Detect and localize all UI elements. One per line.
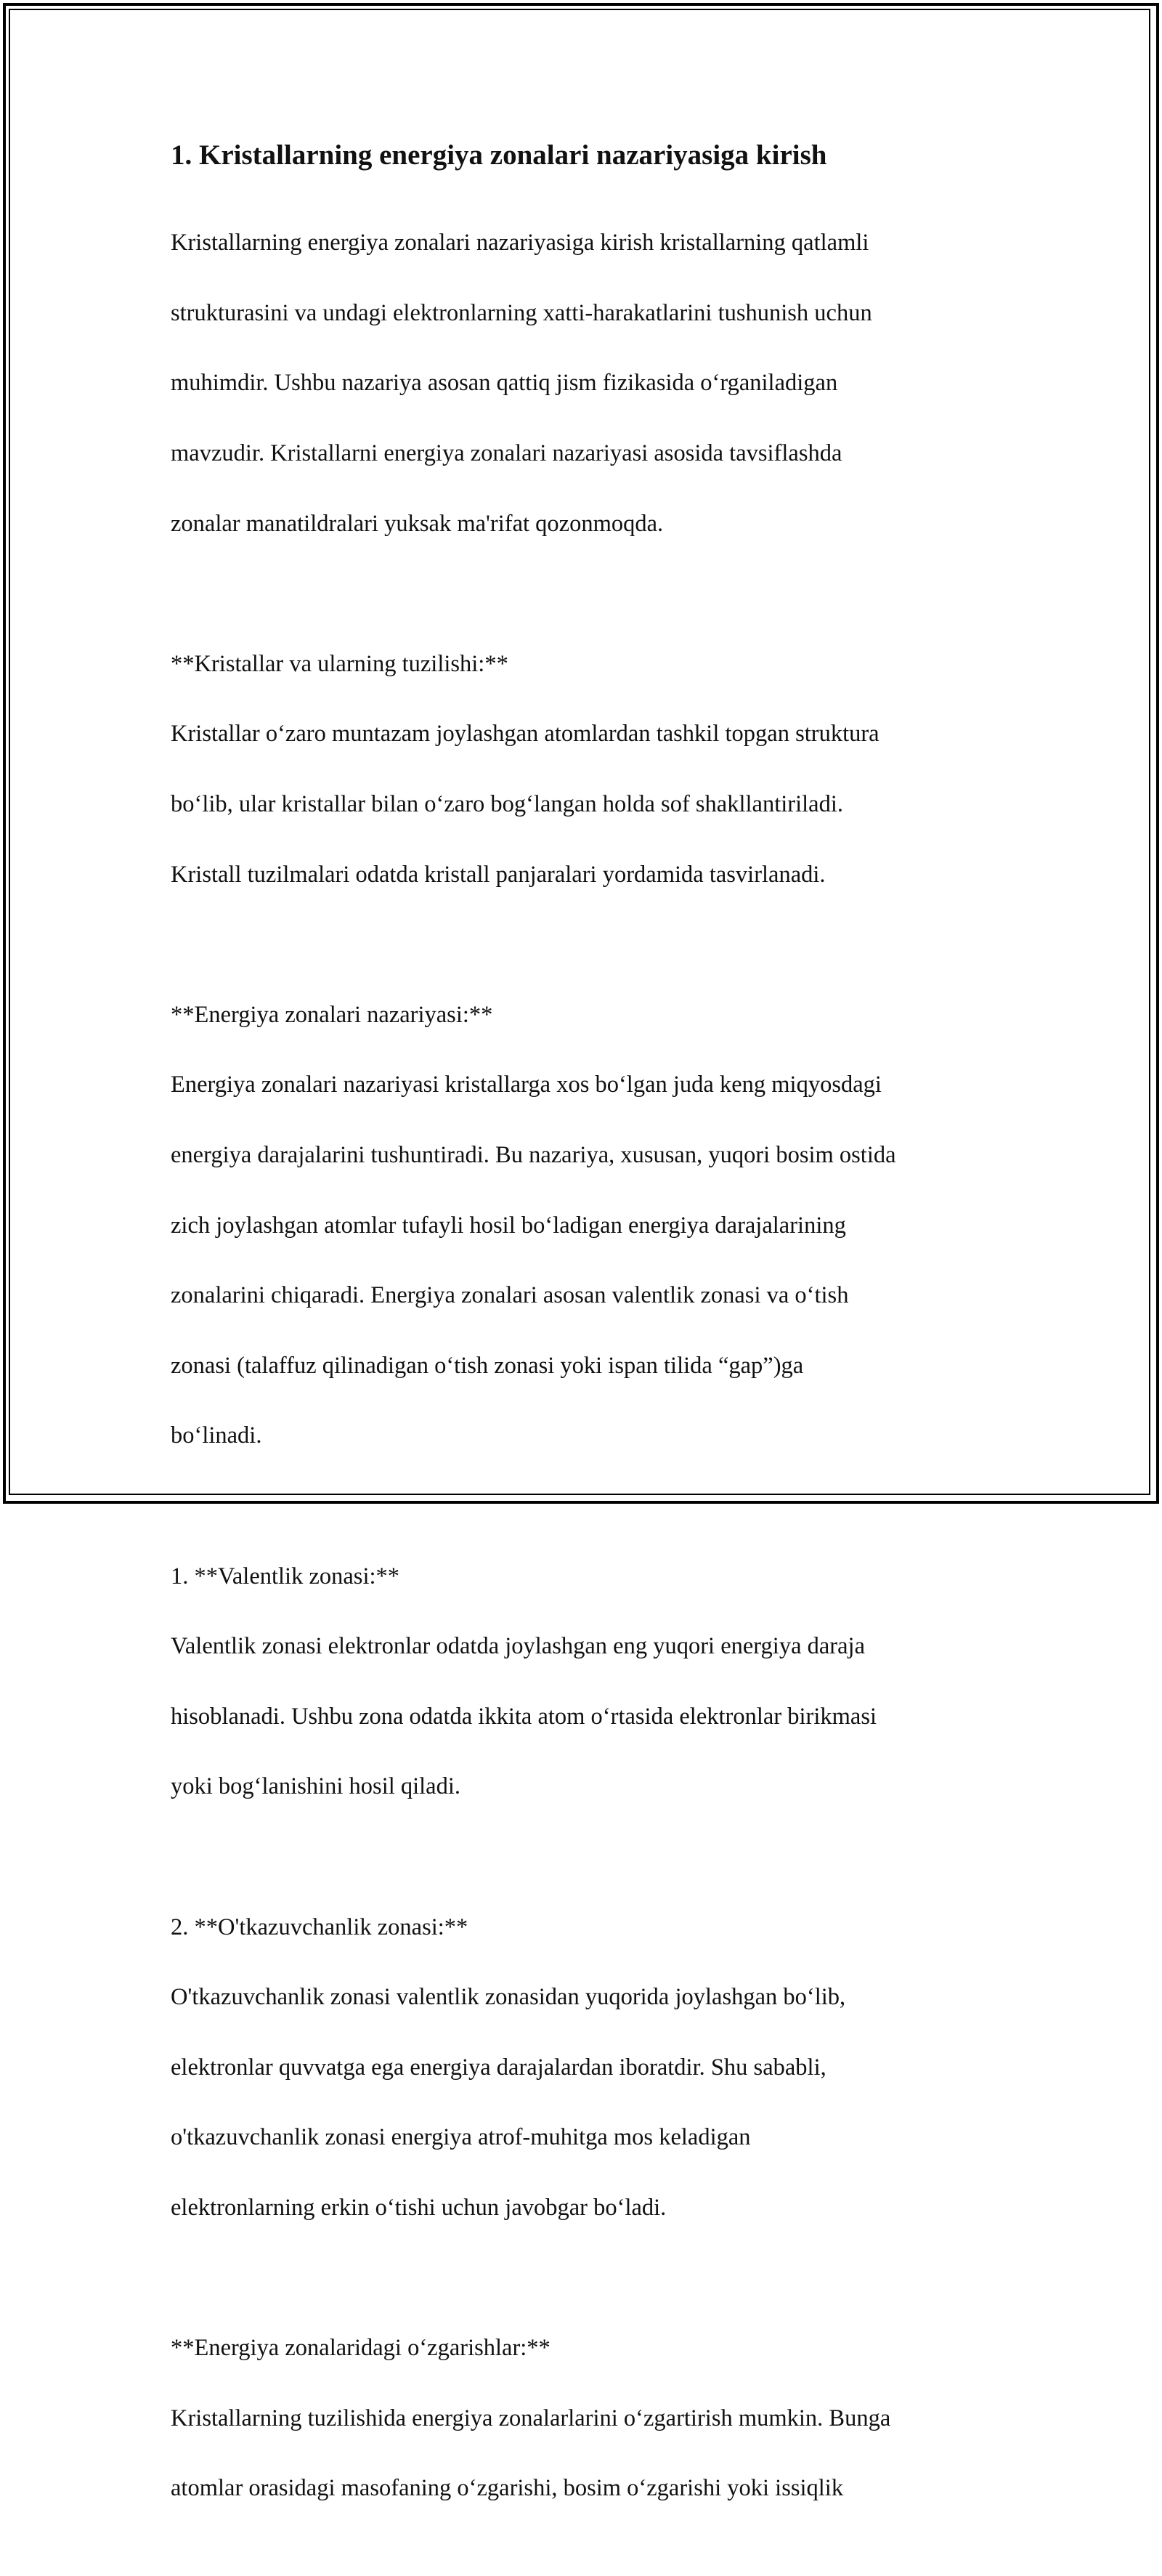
text-line: zonasi (talaffuz qilinadigan oʻtish zonasi yoki ispan tilida “gap”)ga bbox=[171, 1352, 804, 1379]
paragraph-crystal-structure bbox=[171, 612, 1013, 928]
paragraph-conduction-band bbox=[171, 1874, 1013, 2260]
text-line: elektronlar quvvatga ega energiya darajalardan iboratdir. Shu sababli, bbox=[171, 2054, 826, 2081]
section-heading: 2. **O'tkazuvchanlik zonasi:** bbox=[171, 1913, 468, 1940]
text-line: zonalarini chiqaradi. Energiya zonalari asosan valentlik zonasi va oʻtish bbox=[171, 1282, 849, 1309]
text-line: Kristallarning tuzilishida energiya zonalarlarini oʻzgartirish mumkin. Bunga bbox=[171, 2405, 891, 2431]
text-line: elektronlarning erkin oʻtishi uchun javobgar boʻladi. bbox=[171, 2194, 667, 2221]
section-heading: **Energiya zonalari nazariyasi:** bbox=[171, 1001, 493, 1028]
text-line: Kristallar oʻzaro muntazam joylashgan atomlardan tashkil topgan struktura bbox=[171, 721, 879, 748]
section-heading: **Kristallar va ularning tuzilishi:** bbox=[171, 650, 508, 677]
paragraph-band-theory bbox=[171, 963, 1013, 1489]
document-title: 1. Kristallarning energiya zonalari nazariyasiga kirish bbox=[171, 139, 827, 171]
paragraph-intro bbox=[171, 190, 1013, 576]
document-body bbox=[171, 131, 1013, 2576]
text-line: O'tkazuvchanlik zonasi valentlik zonasidan yuqorida joylashgan boʻlib, bbox=[171, 1984, 846, 2011]
text-line: Valentlik zonasi elektronlar odatda joylashgan eng yuqori energiya daraja bbox=[171, 1633, 866, 1660]
text-line: mavzudir. Kristallarni energiya zonalari nazariyasi asosida tavsiflashda bbox=[171, 440, 842, 467]
text-line: boʻlib, ular kristallar bilan oʻzaro bogʻlangan holda sof shakllantiriladi. bbox=[171, 791, 843, 818]
text-line: muhimdir. Ushbu nazariya asosan qattiq jism fizikasida oʻrganiladigan bbox=[171, 370, 838, 397]
text-line: boʻlinadi. bbox=[171, 1422, 262, 1449]
text-line: atomlar orasidagi masofaning oʻzgarishi, bosim oʻzgarishi yoki issiqlik bbox=[171, 2475, 844, 2502]
section-heading: 1. **Valentlik zonasi:** bbox=[171, 1563, 400, 1589]
text-line: energiya darajalarini tushuntiradi. Bu nazariya, xususan, yuqori bosim ostida bbox=[171, 1142, 896, 1169]
text-line: strukturasini va undagi elektronlarning xatti-harakatlarini tushunish uchun bbox=[171, 299, 872, 326]
text-line: Kristallarning energiya zonalari nazariyasiga kirish kristallarning qatlamli bbox=[171, 230, 869, 256]
text-line: hisoblanadi. Ushbu zona odatda ikkita atom oʻrtasida elektronlar birikmasi bbox=[171, 1703, 877, 1730]
section-heading: **Energiya zonalaridagi oʻzgarishlar:** bbox=[171, 2335, 550, 2362]
text-line: Kristall tuzilmalari odatda kristall panjaralari yordamida tasvirlanadi. bbox=[171, 861, 826, 888]
text-line: yoki bogʻlanishini hosil qiladi. bbox=[171, 1773, 461, 1800]
text-line: o'tkazuvchanlik zonasi energiya atrof-muhitga mos keladigan bbox=[171, 2124, 751, 2151]
text-line: Energiya zonalari nazariyasi kristallarga xos boʻlgan juda keng miqyosdagi bbox=[171, 1072, 882, 1098]
text-line: zonalar manatildralari yuksak ma'rifat qozonmoqda. bbox=[171, 510, 664, 537]
paragraph-band-changes bbox=[171, 2296, 1013, 2541]
paragraph-valence-band bbox=[171, 1523, 1013, 1839]
text-line: zich joylashgan atomlar tufayli hosil boʻladigan energiya darajalarining bbox=[171, 1212, 846, 1239]
